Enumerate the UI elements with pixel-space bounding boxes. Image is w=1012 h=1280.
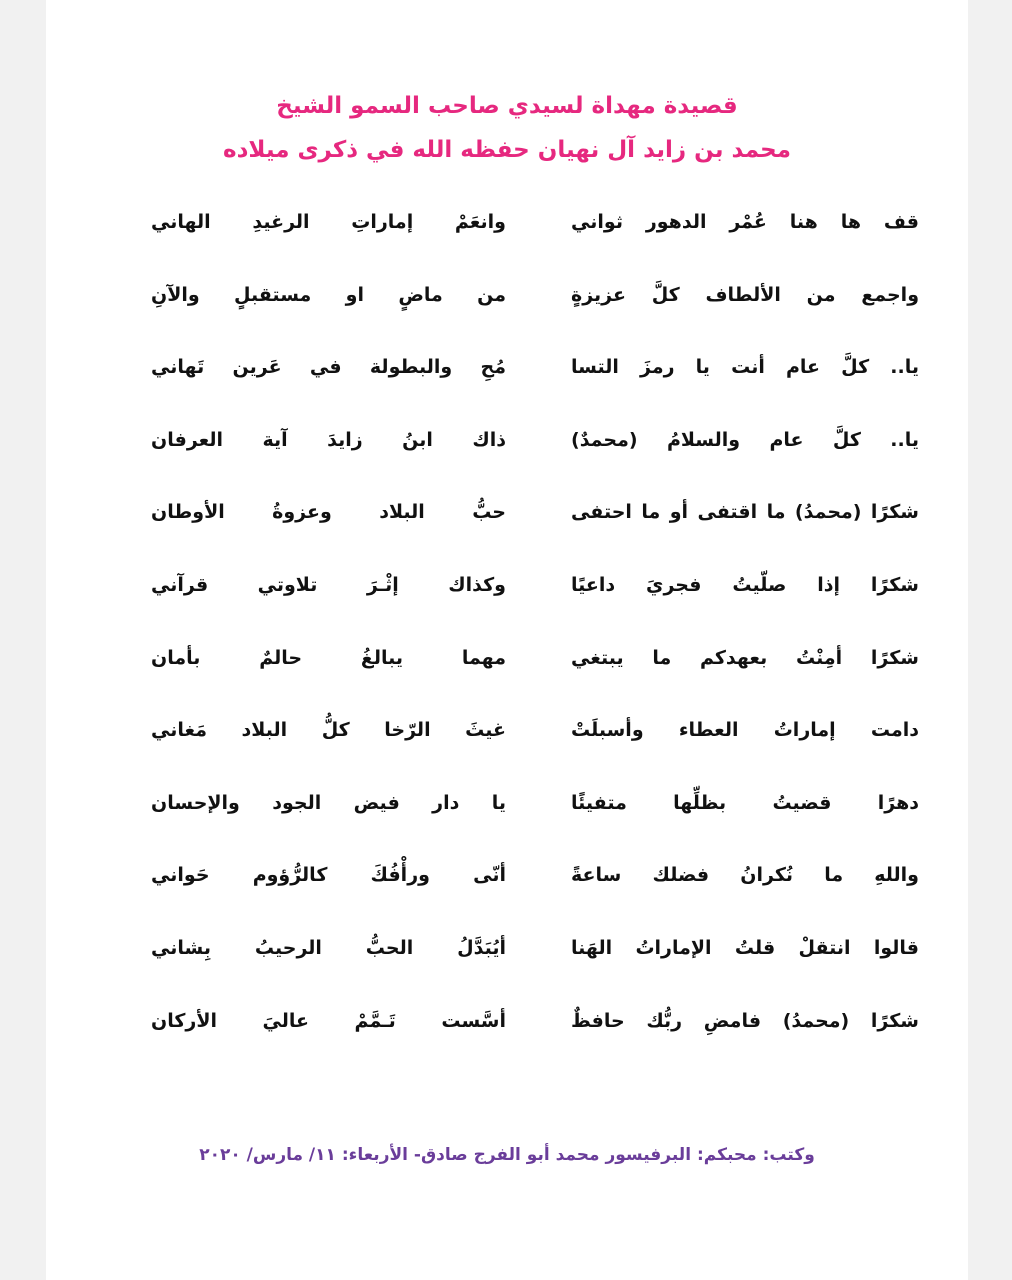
verse-word: الدهور: [645, 211, 707, 233]
verse-word: واللهِ: [874, 864, 919, 887]
verse-word: عَرين: [232, 356, 282, 379]
verse-word: الرّخا: [384, 719, 431, 742]
verse-word: الرحيبُ: [254, 936, 322, 959]
verse-word: التسا: [571, 356, 619, 379]
verse-word: يا: [695, 356, 710, 379]
verse-word: قضيتُ: [772, 791, 832, 814]
verse-word: الهَنا: [571, 936, 613, 959]
poem-title: [46, 84, 968, 172]
verse-word: دهرًا: [877, 791, 919, 814]
verse-word: إماراتِ: [351, 211, 414, 233]
verse-word: وعزوةُ: [272, 501, 332, 524]
verse-second-hemistich: [151, 638, 506, 678]
verse-word: ابنُ: [402, 428, 433, 451]
verse-row: [46, 420, 968, 493]
verse-word: أيُبَدَّلُ: [457, 936, 506, 959]
verse-word: واجمع: [861, 283, 919, 306]
verse-second-hemistich: [151, 783, 506, 823]
title-line-2: محمد بن زايد آل نهيان حفظه الله في ذكرى ميلاده: [223, 137, 791, 163]
verse-word: أو: [669, 501, 689, 524]
verse-first-hemistich: [571, 710, 919, 750]
verse-word: متفيئًا: [571, 791, 627, 814]
verse-word: شكرًا: [870, 646, 919, 669]
verse-first-hemistich: [571, 638, 919, 678]
title-line-1: قصيدة مهداة لسيدي صاحب السمو الشيخ: [276, 93, 738, 119]
verse-second-hemistich: [151, 202, 506, 242]
verse-first-hemistich: [571, 928, 919, 968]
verse-word: شكرًا: [870, 573, 919, 596]
verse-word: البلاد: [241, 719, 288, 742]
verse-word: حَواني: [151, 864, 210, 887]
verse-word: وأسبلَتْ: [571, 719, 644, 742]
verse-word: رمزَ: [640, 356, 675, 379]
verse-word: شكرًا: [870, 501, 919, 524]
document-page: [46, 0, 968, 1280]
verse-word: من: [806, 283, 836, 306]
verse-word: يبالغُ: [360, 646, 404, 669]
verse-word: أنت: [731, 356, 765, 379]
verse-word: دار: [432, 791, 460, 814]
verse-word: حبُّ: [472, 501, 506, 524]
verse-word: الجود: [272, 791, 322, 814]
verse-word: مستقبلٍ: [234, 283, 312, 306]
verse-word: الأركان: [151, 1009, 217, 1032]
verse-word: فيض: [353, 791, 400, 814]
verse-word: في: [309, 356, 342, 379]
verse-word: عزيزةٍ: [571, 283, 626, 306]
verse-word: ما: [824, 864, 844, 887]
verse-word: زايدَ: [327, 428, 363, 451]
verse-word: والإحسان: [151, 791, 240, 814]
verse-word: عام: [769, 428, 804, 451]
verse-word: فجريَ: [646, 573, 702, 596]
verse-word: آية: [262, 428, 288, 451]
verse-word: من: [477, 283, 506, 306]
verse-word: قرآني: [151, 573, 209, 596]
verse-row: [46, 275, 968, 348]
verse-word: داعيًا: [571, 573, 616, 596]
verse-word: تلاوتي: [257, 573, 318, 596]
verse-row: [46, 638, 968, 711]
author-signature: وكتب: محبكم: البرفيسور محمد أبو الفرج صادق- الأربعاء: ١١/ مارس/ ٢٠٢٠: [199, 1145, 815, 1165]
verse-second-hemistich: [151, 855, 506, 895]
verse-word: مَغاني: [151, 719, 207, 742]
poem-body: [46, 202, 968, 1073]
verse-word: الحبُّ: [365, 936, 414, 959]
verse-word: الهاني: [151, 211, 211, 233]
verse-word: قف: [883, 211, 919, 233]
verse-word: إذا: [817, 573, 841, 596]
verse-word: الإماراتُ: [635, 936, 712, 959]
verse-word: كالرُّؤوم: [252, 864, 328, 887]
verse-word: اقتفى: [697, 501, 758, 524]
verse-word: إماراتُ: [773, 719, 836, 742]
verse-word: أسَّست: [441, 1009, 506, 1032]
verse-word: أنّى: [473, 864, 506, 887]
verse-first-hemistich: [571, 1001, 919, 1041]
verse-word: وانعَمْ: [454, 211, 506, 233]
verse-row: [46, 855, 968, 928]
verse-word: احتفى: [571, 501, 632, 524]
verse-second-hemistich: [151, 492, 506, 532]
verse-first-hemistich: [571, 565, 919, 605]
verse-word: ذاك: [472, 428, 506, 451]
verse-word: والبطولة: [369, 356, 453, 379]
verse-word: الرغيدِ: [252, 211, 310, 233]
verse-word: شكرًا: [870, 1009, 919, 1032]
verse-word: فامضِ: [703, 1009, 762, 1032]
verse-word: (محمدٌ): [571, 428, 638, 451]
verse-word: صلّيتُ: [732, 573, 787, 596]
verse-word: حافظٌ: [571, 1009, 625, 1032]
verse-word: ساعةً: [571, 864, 622, 887]
verse-first-hemistich: [571, 855, 919, 895]
verse-word: هنا: [789, 211, 818, 233]
verse-word: ماضٍ: [398, 283, 443, 306]
verse-row: [46, 202, 968, 275]
verse-word: بِشاني: [151, 936, 211, 959]
verse-word: قالوا: [873, 936, 919, 959]
verse-second-hemistich: [151, 420, 506, 460]
verse-word: والسلامُ: [666, 428, 741, 451]
verse-word: العطاء: [678, 719, 739, 742]
verse-row: [46, 492, 968, 565]
verse-second-hemistich: [151, 928, 506, 968]
verse-word: انتقلْ: [798, 936, 851, 959]
verse-first-hemistich: [571, 202, 919, 242]
verse-word: دامت: [870, 719, 919, 742]
verse-word: تَـمَّمْ: [354, 1009, 396, 1032]
verse-word: بأمان: [151, 646, 201, 669]
verse-word: بعهدكم: [699, 646, 768, 669]
verse-first-hemistich: [571, 492, 919, 532]
verse-row: [46, 710, 968, 783]
verse-word: الأوطان: [151, 501, 225, 524]
verse-word: وكذاك: [448, 573, 506, 596]
verse-word: والآنِ: [151, 283, 200, 306]
verse-word: ثواني: [571, 211, 623, 233]
verse-first-hemistich: [571, 420, 919, 460]
verse-row: [46, 928, 968, 1001]
verse-row: [46, 565, 968, 638]
verse-word: يا..: [890, 428, 919, 451]
verse-second-hemistich: [151, 565, 506, 605]
verse-word: إثْـرَ: [366, 573, 399, 596]
verse-word: يبتغي: [571, 646, 624, 669]
verse-first-hemistich: [571, 783, 919, 823]
verse-word: كلَّ: [651, 283, 680, 306]
verse-row: [46, 347, 968, 420]
verse-word: البلاد: [379, 501, 425, 524]
verse-word: نُكرانُ: [740, 864, 794, 887]
verse-word: فضلك: [652, 864, 710, 887]
verse-word: كلَّ: [832, 428, 861, 451]
verse-word: عاليَ: [262, 1009, 310, 1032]
verse-word: حالمٌ: [259, 646, 303, 669]
verse-second-hemistich: [151, 1001, 506, 1041]
verse-word: عُمْر: [729, 211, 767, 233]
verse-word: (محمدُ): [794, 501, 862, 524]
verse-word: أمِنْتُ: [796, 646, 843, 669]
verse-second-hemistich: [151, 347, 506, 387]
verse-second-hemistich: [151, 710, 506, 750]
verse-word: العرفان: [151, 428, 224, 451]
verse-row: [46, 1001, 968, 1074]
verse-word: يا..: [890, 356, 919, 379]
verse-word: بظلِّها: [673, 791, 727, 814]
verse-word: ما: [652, 646, 672, 669]
verse-word: مهما: [461, 646, 506, 669]
verse-word: مُحِ: [480, 356, 506, 379]
verse-word: ما: [641, 501, 661, 524]
verse-word: ورأْفُكَ: [370, 864, 430, 887]
verse-word: ما: [766, 501, 786, 524]
verse-word: يا: [491, 791, 506, 814]
verse-word: ربُّك: [646, 1009, 683, 1032]
verse-second-hemistich: [151, 275, 506, 315]
verse-first-hemistich: [571, 275, 919, 315]
verse-word: ها: [840, 211, 862, 233]
verse-word: عام: [785, 356, 821, 379]
verse-word: كلَّ: [841, 356, 870, 379]
verse-word: (محمدُ): [782, 1009, 850, 1032]
verse-word: كلُّ: [321, 719, 350, 742]
verse-word: قلتُ: [734, 936, 776, 959]
verse-first-hemistich: [571, 347, 919, 387]
verse-word: الألطاف: [705, 283, 781, 306]
verse-word: تَهاني: [151, 356, 205, 379]
verse-row: [46, 783, 968, 856]
verse-word: غيثَ: [465, 719, 506, 742]
verse-word: او: [345, 283, 364, 306]
